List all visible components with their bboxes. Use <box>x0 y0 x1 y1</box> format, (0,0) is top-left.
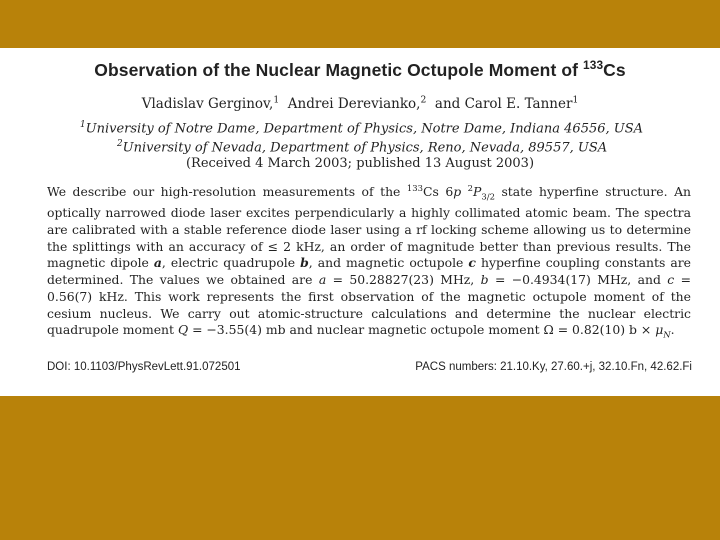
paper-header-panel <box>0 48 720 396</box>
author-gerginov: Vladislav Gerginov,$^1$ <box>141 94 280 112</box>
paper-title: Observation of the Nuclear Magnetic Octupole Moment of $^{133}$Cs <box>94 58 626 80</box>
pacs-numbers: PACS numbers: 21.10.Ky, 27.60.+j, 32.10.Fn, 42.62.Fi <box>415 361 692 373</box>
affiliation-nevada: $^2$University of Nevada, Department of Physics, Reno, Nevada, 89557, USA <box>117 139 608 156</box>
slide-top-band <box>0 0 720 48</box>
abstract: We describe our high-resolution measurements of the $^{133}$Cs 6p $^2P_{3/2}$ state hyperfine structure. An optically narrowed diode laser excites perpendicularly a highly collimated atomic beam. The spectra are calibrated with a stable reference diode laser using a rf locking scheme allowing us to determine the splittings with an accuracy of ≤ 2 kHz, an order of magnitude better than previous results. The magnetic dipole a, electric quadrupole b, and magnetic octupole c hyperfine coupling constants are determined. The values we obtained are a = 50.28827(23) MHz, b = −0.4934(17) MHz, and c = 0.56(7) kHz. This work represents the first observation of the magnetic octupole moment of the cesium nucleus. We carry out atomic-structure calculations and determine the nuclear electric quadrupole moment Q = −3.55(4) mb and nuclear magnetic octupole moment Ω = 0.82(10) $b \times \mu_N$. <box>47 183 691 340</box>
author-derevianko: Andrei Derevianko,$^2$ <box>287 94 427 112</box>
author-list <box>0 94 720 112</box>
affiliation-notre-dame: $^1$University of Notre Dame, Department of Physics, Notre Dame, Indiana 46556, USA <box>80 120 644 137</box>
received-date: (Received 4 March 2003; published 13 August 2003) <box>185 156 535 171</box>
slide-bottom-band <box>0 396 720 540</box>
author-tanner: and Carol E. Tanner$^1$ <box>434 94 579 112</box>
doi-line: DOI: 10.1103/PhysRevLett.91.072501 <box>47 361 241 373</box>
